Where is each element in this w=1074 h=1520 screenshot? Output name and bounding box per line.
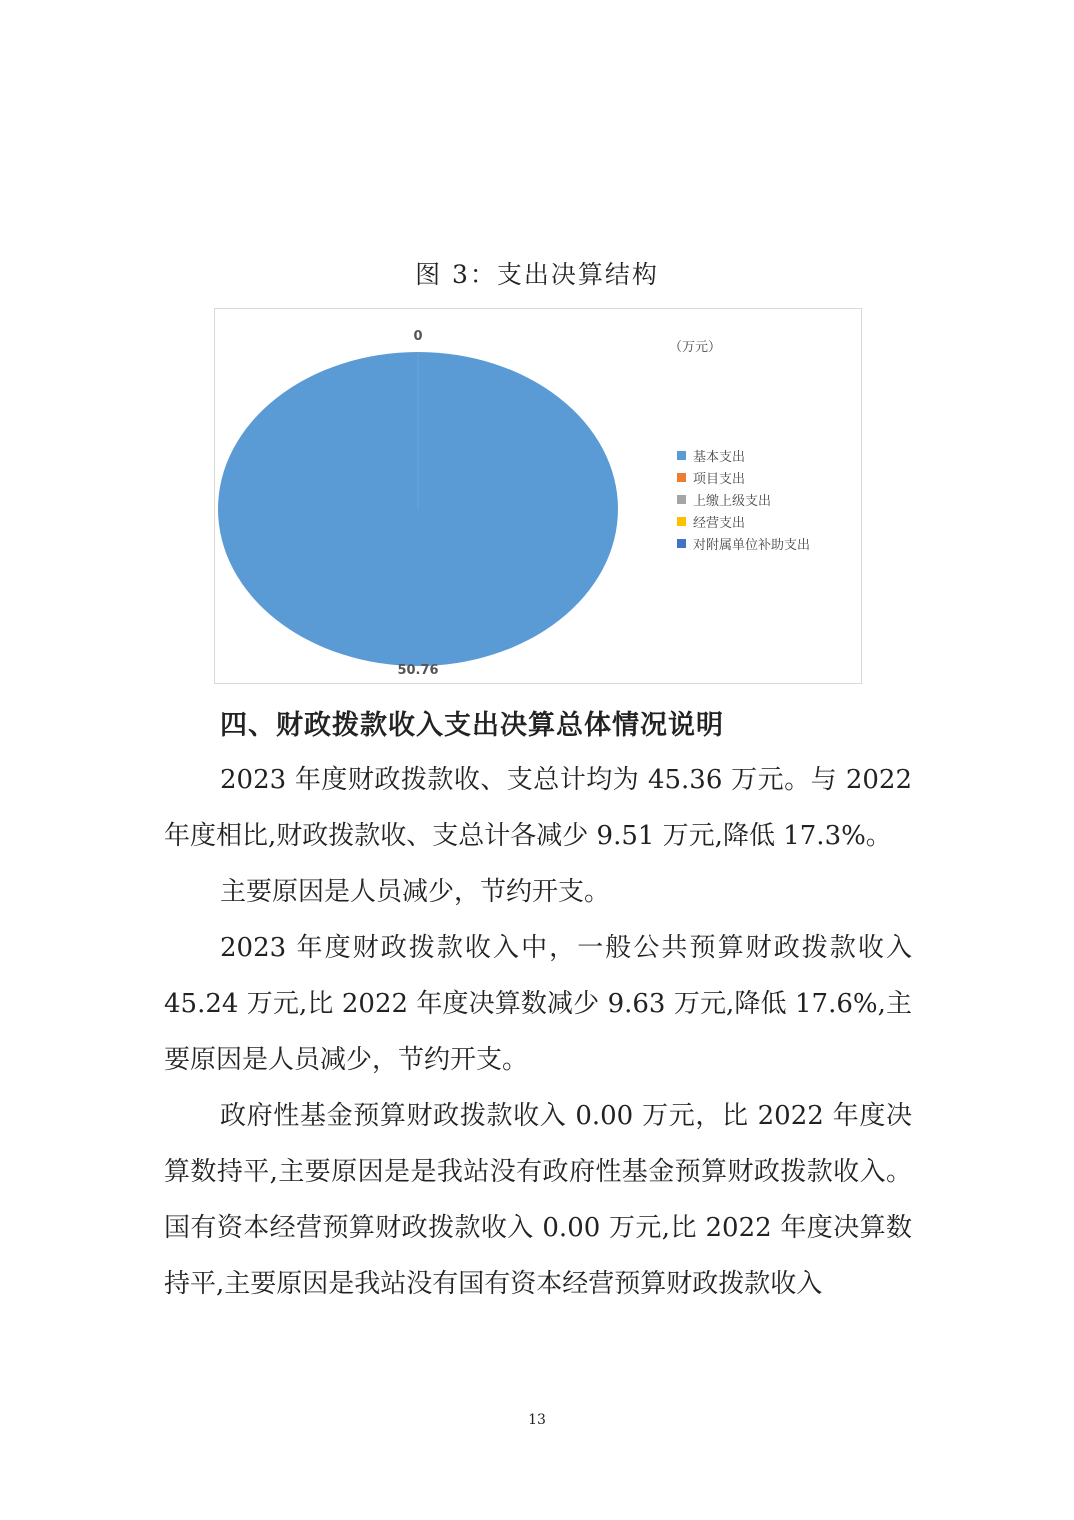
legend-swatch bbox=[677, 539, 686, 548]
figure-caption: 图 3：支出决算结构 bbox=[415, 260, 659, 289]
pie-data-label-2: 0 bbox=[413, 329, 423, 344]
legend-label: 经营支出 bbox=[693, 515, 746, 531]
legend-item bbox=[677, 466, 810, 488]
legend-swatch bbox=[677, 495, 686, 504]
legend-swatch bbox=[677, 473, 686, 482]
paragraph-general-budget: 2023 年度财政拨款收入中，一般公共预算财政拨款收入 45.24 万元,比 2022 年度决算数减少 9.63 万元,降低 17.6%,主要原因是人员减少，节约开支。 bbox=[164, 933, 912, 1075]
paragraph-main-reason: 主要原因是人员减少，节约开支。 bbox=[220, 877, 611, 907]
legend-label: 基本支出 bbox=[693, 449, 746, 465]
legend-label: 上缴上级支出 bbox=[693, 493, 772, 509]
legend-label: 项目支出 bbox=[693, 471, 746, 487]
section-heading: 四、财政拨款收入支出决算总体情况说明 bbox=[220, 710, 724, 741]
chart-unit-label: （万元） bbox=[669, 340, 722, 355]
paragraph-total-income-expense: 2023 年度财政拨款收、支总计均为 45.36 万元。与 2022 年度相比,财政拨款收、支总计各减少 9.51 万元,降低 17.3%。 bbox=[164, 765, 912, 851]
pie-chart bbox=[214, 308, 862, 684]
chart-legend bbox=[677, 444, 810, 554]
legend-swatch bbox=[677, 451, 686, 460]
legend-item bbox=[677, 510, 810, 532]
legend-swatch bbox=[677, 517, 686, 526]
legend-item bbox=[677, 532, 810, 554]
paragraph-fund-budget: 政府性基金预算财政拨款收入 0.00 万元，比 2022 年度决算数持平,主要原因是是我站没有政府性基金预算财政拨款收入。国有资本经营预算财政拨款收入 0.00 万元,比 2022 年度决算数持平,主要原因是我站没有国有资本经营预算财政拨款收入 bbox=[164, 1101, 912, 1299]
legend-label: 对附属单位补助支出 bbox=[693, 537, 811, 553]
legend-item bbox=[677, 488, 810, 510]
legend-item bbox=[677, 444, 810, 466]
pie-data-label-1: 50.76 bbox=[397, 663, 439, 678]
page-number: 13 bbox=[528, 1412, 546, 1428]
